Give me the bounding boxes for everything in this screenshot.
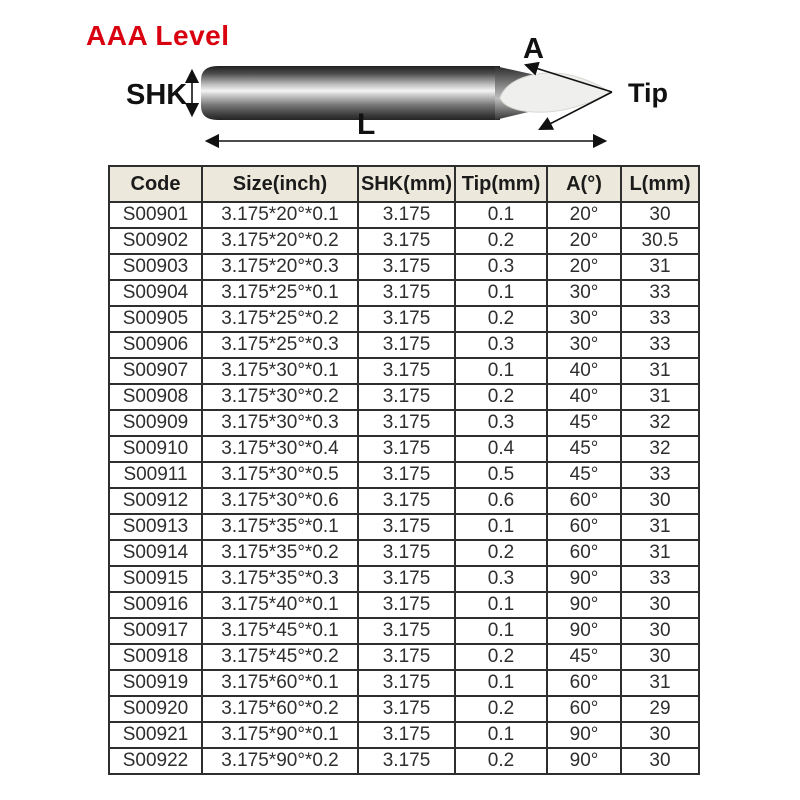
table-cell: 3.175*25°*0.1 [202, 280, 358, 306]
table-cell: S00910 [109, 436, 202, 462]
table-cell: 3.175 [358, 332, 455, 358]
table-cell: S00909 [109, 410, 202, 436]
table-cell: 33 [621, 566, 699, 592]
table-cell: 3.175*35°*0.1 [202, 514, 358, 540]
table-cell: 30 [621, 722, 699, 748]
table-cell: 3.175 [358, 644, 455, 670]
table-cell: 20° [547, 202, 621, 228]
table-cell: S00904 [109, 280, 202, 306]
table-row [109, 410, 699, 436]
table-cell: 32 [621, 410, 699, 436]
table-row [109, 436, 699, 462]
table-cell: 0.2 [455, 384, 547, 410]
table-cell: 3.175 [358, 462, 455, 488]
table-cell: S00920 [109, 696, 202, 722]
table-cell: 3.175 [358, 748, 455, 774]
table-header-row [109, 166, 699, 202]
table-row [109, 748, 699, 774]
table-row [109, 566, 699, 592]
table-cell: 3.175 [358, 722, 455, 748]
table-cell: S00921 [109, 722, 202, 748]
table-cell: 3.175 [358, 280, 455, 306]
table-cell: 30 [621, 202, 699, 228]
table-cell: 60° [547, 540, 621, 566]
table-cell: 40° [547, 358, 621, 384]
table-cell: 45° [547, 436, 621, 462]
shk-dimension-label: SHK [126, 79, 188, 111]
table-cell: 3.175*90°*0.1 [202, 722, 358, 748]
table-cell: 3.175 [358, 670, 455, 696]
table-cell: 0.1 [455, 722, 547, 748]
table-cell: 40° [547, 384, 621, 410]
table-cell: 3.175*30°*0.6 [202, 488, 358, 514]
table-cell: 31 [621, 358, 699, 384]
table-cell: S00906 [109, 332, 202, 358]
table-cell: S00914 [109, 540, 202, 566]
table-cell: S00917 [109, 618, 202, 644]
table-cell: S00902 [109, 228, 202, 254]
table-cell: 45° [547, 410, 621, 436]
table-cell: 3.175 [358, 488, 455, 514]
table-cell: 3.175*20°*0.2 [202, 228, 358, 254]
table-cell: 3.175 [358, 436, 455, 462]
shank-body [201, 66, 500, 120]
table-cell: 90° [547, 566, 621, 592]
table-cell: 20° [547, 228, 621, 254]
table-row [109, 618, 699, 644]
table-cell: S00903 [109, 254, 202, 280]
table-row [109, 514, 699, 540]
table-row [109, 384, 699, 410]
table-cell: 0.1 [455, 670, 547, 696]
table-cell: 3.175*30°*0.3 [202, 410, 358, 436]
table-cell: 30° [547, 280, 621, 306]
table-cell: 32 [621, 436, 699, 462]
table-cell: 0.4 [455, 436, 547, 462]
table-cell: 0.2 [455, 748, 547, 774]
table-cell: 0.1 [455, 280, 547, 306]
table-row [109, 488, 699, 514]
table-row [109, 228, 699, 254]
table-cell: 0.2 [455, 306, 547, 332]
table-cell: 30 [621, 748, 699, 774]
table-cell: 3.175*25°*0.2 [202, 306, 358, 332]
spec-table-body [109, 202, 699, 774]
table-cell: 0.3 [455, 566, 547, 592]
table-cell: 30° [547, 332, 621, 358]
table-cell: 30 [621, 488, 699, 514]
table-row [109, 722, 699, 748]
table-cell: 3.175*30°*0.2 [202, 384, 358, 410]
length-dimension-label: L [357, 108, 376, 141]
table-cell: 0.6 [455, 488, 547, 514]
table-cell: 3.175 [358, 358, 455, 384]
table-cell: 3.175*40°*0.1 [202, 592, 358, 618]
table-cell: 0.2 [455, 540, 547, 566]
table-cell: 30 [621, 644, 699, 670]
table-cell: 3.175*25°*0.3 [202, 332, 358, 358]
table-cell: 0.5 [455, 462, 547, 488]
table-cell: S00907 [109, 358, 202, 384]
table-cell: S00911 [109, 462, 202, 488]
col-header-tip: Tip(mm) [455, 166, 547, 202]
table-cell: 31 [621, 514, 699, 540]
table-cell: 31 [621, 670, 699, 696]
tool-diagram [0, 0, 800, 162]
table-row [109, 332, 699, 358]
table-cell: 90° [547, 592, 621, 618]
table-cell: 45° [547, 644, 621, 670]
table-cell: 45° [547, 462, 621, 488]
spec-table [108, 165, 700, 775]
table-cell: 3.175*60°*0.2 [202, 696, 358, 722]
table-cell: 90° [547, 748, 621, 774]
table-cell: 0.1 [455, 618, 547, 644]
table-row [109, 696, 699, 722]
table-cell: S00901 [109, 202, 202, 228]
table-cell: 3.175*20°*0.1 [202, 202, 358, 228]
table-cell: 0.3 [455, 254, 547, 280]
table-cell: 90° [547, 722, 621, 748]
tip-label: Tip [628, 78, 668, 108]
table-cell: 3.175 [358, 592, 455, 618]
table-cell: 0.1 [455, 592, 547, 618]
table-cell: 31 [621, 540, 699, 566]
table-cell: 31 [621, 254, 699, 280]
table-cell: 3.175*90°*0.2 [202, 748, 358, 774]
table-cell: 20° [547, 254, 621, 280]
table-cell: S00905 [109, 306, 202, 332]
table-cell: 0.1 [455, 514, 547, 540]
table-cell: 0.3 [455, 410, 547, 436]
table-cell: S00913 [109, 514, 202, 540]
table-cell: 0.1 [455, 358, 547, 384]
table-cell: S00918 [109, 644, 202, 670]
table-cell: 33 [621, 280, 699, 306]
table-cell: 3.175*45°*0.1 [202, 618, 358, 644]
table-cell: 3.175 [358, 696, 455, 722]
table-cell: 3.175*30°*0.5 [202, 462, 358, 488]
col-header-angle: A(°) [547, 166, 621, 202]
table-cell: 3.175*45°*0.2 [202, 644, 358, 670]
table-cell: 3.175*30°*0.4 [202, 436, 358, 462]
grade-label: AAA Level [86, 20, 230, 51]
table-row [109, 644, 699, 670]
table-cell: 0.3 [455, 332, 547, 358]
table-cell: S00915 [109, 566, 202, 592]
table-row [109, 358, 699, 384]
table-cell: 3.175*60°*0.1 [202, 670, 358, 696]
col-header-shk: SHK(mm) [358, 166, 455, 202]
table-row [109, 280, 699, 306]
table-cell: 3.175 [358, 306, 455, 332]
table-cell: 33 [621, 306, 699, 332]
table-cell: 60° [547, 696, 621, 722]
table-cell: 0.1 [455, 202, 547, 228]
table-cell: 30.5 [621, 228, 699, 254]
table-cell: 29 [621, 696, 699, 722]
table-cell: 31 [621, 384, 699, 410]
table-cell: 3.175 [358, 618, 455, 644]
table-cell: 30 [621, 592, 699, 618]
table-cell: 0.2 [455, 228, 547, 254]
table-cell: 90° [547, 618, 621, 644]
table-row [109, 306, 699, 332]
table-cell: S00912 [109, 488, 202, 514]
table-cell: 30° [547, 306, 621, 332]
table-row [109, 254, 699, 280]
table-cell: 3.175 [358, 228, 455, 254]
table-cell: S00922 [109, 748, 202, 774]
table-cell: 3.175 [358, 540, 455, 566]
table-row [109, 670, 699, 696]
table-cell: 3.175 [358, 514, 455, 540]
table-row [109, 540, 699, 566]
table-cell: 3.175*20°*0.3 [202, 254, 358, 280]
table-cell: S00908 [109, 384, 202, 410]
angle-label: A [523, 33, 544, 65]
table-cell: 60° [547, 514, 621, 540]
table-cell: 0.2 [455, 696, 547, 722]
col-header-code: Code [109, 166, 202, 202]
table-cell: 3.175*35°*0.3 [202, 566, 358, 592]
table-cell: 30 [621, 618, 699, 644]
table-cell: 3.175*30°*0.1 [202, 358, 358, 384]
table-cell: 3.175*35°*0.2 [202, 540, 358, 566]
table-cell: 3.175 [358, 202, 455, 228]
table-cell: 33 [621, 462, 699, 488]
table-cell: 60° [547, 670, 621, 696]
col-header-length: L(mm) [621, 166, 699, 202]
table-cell: 3.175 [358, 566, 455, 592]
table-cell: 0.2 [455, 644, 547, 670]
table-cell: S00916 [109, 592, 202, 618]
table-row [109, 462, 699, 488]
col-header-size: Size(inch) [202, 166, 358, 202]
table-cell: 60° [547, 488, 621, 514]
table-cell: 33 [621, 332, 699, 358]
table-cell: S00919 [109, 670, 202, 696]
table-cell: 3.175 [358, 384, 455, 410]
table-row [109, 202, 699, 228]
table-cell: 3.175 [358, 254, 455, 280]
table-cell: 3.175 [358, 410, 455, 436]
table-row [109, 592, 699, 618]
